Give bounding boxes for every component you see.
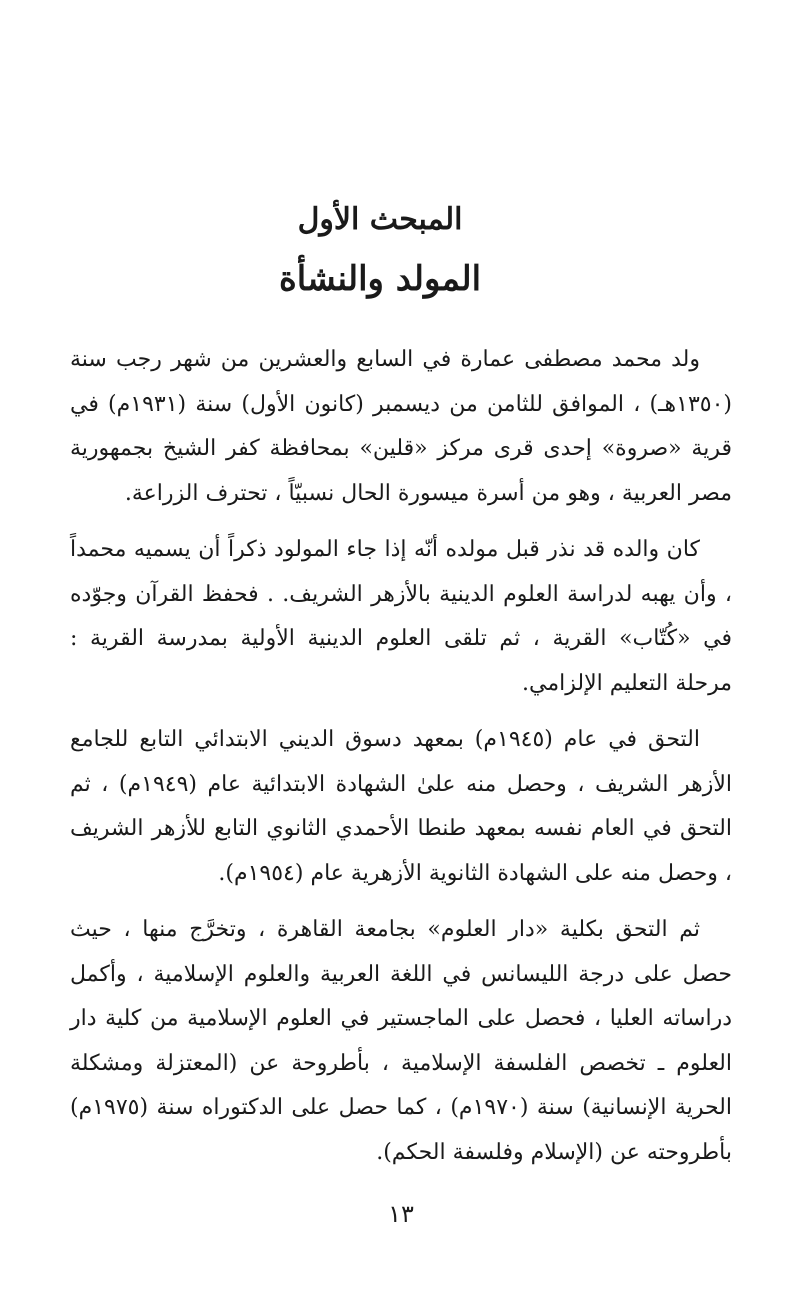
paragraph-text: التحق في عام (١٩٤٥م) بمعهد دسوق الديني الابتدائي التابع للجامع الأزهر الشريف ، وحصل منه علىٰ الشهادة الابتدائية عام (١٩٤٩م) ، ثم التحق في العام نفسه بمعهد طنطا الأحمدي الثانوي التابع للأزهر الشريف ، وحصل منه على الشهادة الثانوية الأزهرية عام (١٩٥٤م). — [70, 727, 732, 886]
paragraph-text: ثم التحق بكلية «دار العلوم» بجامعة القاهرة ، وتخرَّج منها ، حيث حصل على درجة الليسانس في اللغة العربية والعلوم الإسلامية ، وأكمل دراساته العليا ، فحصل على الماجستير في العلوم الإسلامية من كلية دار العلوم ـ تخصص الفلسفة الإسلامية ، بأطروحة عن (المعتزلة ومشكلة الحرية الإنسانية) سنة (١٩٧٠م) ، كما حصل على الدكتوراه سنة (١٩٧٥م) بأطروحته عن (الإسلام وفلسفة الحكم). — [70, 917, 732, 1165]
paragraph-text: ولد محمد مصطفى عمارة في السابع والعشرين من شهر رجب سنة (١٣٥٠هـ) ، الموافق للثامن من ديسمبر (كانون الأول) سنة (١٩٣١م) في قرية «صروة» إحدى قرى مركز «قلين» بمحافظة كفر الشيخ بجمهورية مصر العربية ، وهو من أسرة ميسورة الحال نسبيّاً ، تحترف الزراعة. — [70, 347, 732, 506]
page-number: ١٣ — [388, 1200, 414, 1228]
chapter-title: المولد والنشأة — [278, 259, 482, 299]
body-text — [70, 338, 732, 1187]
paragraph-text: كان والده قد نذر قبل مولده أنّه إذا جاء المولود ذكراً أن يسميه محمداً ، وأن يهبه لدراسة العلوم الدينية بالأزهر الشريف. . فحفظ القرآن وجوّده في «كُتّاب» القرية ، ثم تلقى العلوم الدينية الأولية بمدرسة القرية : مرحلة التعليم الإلزامي. — [70, 537, 733, 696]
paragraph-vow — [70, 528, 732, 706]
section-title: المبحث الأول — [297, 202, 463, 237]
paragraph-university — [70, 908, 732, 1175]
paragraph-azhar-institutes — [70, 718, 732, 896]
paragraph-birth — [70, 338, 732, 516]
